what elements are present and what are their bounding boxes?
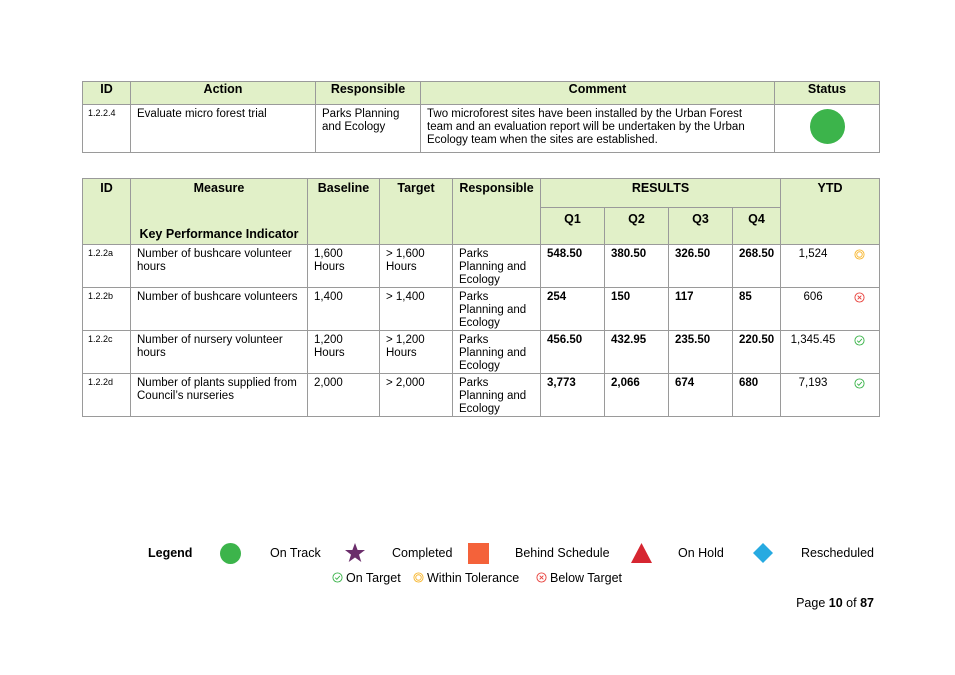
row-q2: 2,066 bbox=[605, 374, 669, 417]
row-q4: 85 bbox=[733, 288, 781, 331]
row-q4: 268.50 bbox=[733, 245, 781, 288]
row-id: 1.2.2d bbox=[83, 374, 131, 417]
row-target: > 1,600 Hours bbox=[380, 245, 453, 288]
header-comment: Comment bbox=[421, 82, 775, 105]
row-q1: 3,773 bbox=[541, 374, 605, 417]
header-ytd: YTD bbox=[781, 179, 880, 245]
row-measure: Number of plants supplied from Council’s nurseries bbox=[131, 374, 308, 417]
orange-square-icon bbox=[468, 543, 489, 564]
table-row bbox=[83, 245, 880, 288]
page-total: 87 bbox=[860, 596, 874, 610]
row-q2: 380.50 bbox=[605, 245, 669, 288]
legend-on-target: On Target bbox=[346, 571, 401, 585]
row-q3: 674 bbox=[669, 374, 733, 417]
row-baseline: 1,600 Hours bbox=[308, 245, 380, 288]
legend-on-hold: On Hold bbox=[678, 546, 724, 560]
header-responsible: Responsible bbox=[316, 82, 421, 105]
header-responsible: Responsible bbox=[453, 179, 541, 245]
row-action: Evaluate micro forest trial bbox=[131, 105, 316, 153]
ytd-value: 7,193 bbox=[798, 377, 828, 389]
row-ytd bbox=[781, 331, 880, 374]
ytd-value: 1,345.45 bbox=[790, 334, 836, 346]
header-target: Target bbox=[380, 179, 453, 245]
ytd-value: 606 bbox=[803, 291, 823, 303]
row-target: > 1,400 bbox=[380, 288, 453, 331]
row-responsible: Parks Planning and Ecology bbox=[316, 105, 421, 153]
row-q1: 548.50 bbox=[541, 245, 605, 288]
header-status: Status bbox=[775, 82, 880, 105]
row-status bbox=[775, 105, 880, 153]
red-triangle-icon bbox=[630, 542, 653, 564]
row-baseline: 2,000 bbox=[308, 374, 380, 417]
row-q3: 326.50 bbox=[669, 245, 733, 288]
purple-star-icon bbox=[344, 542, 366, 564]
table-row bbox=[83, 331, 880, 374]
header-q2: Q2 bbox=[605, 208, 669, 245]
row-q2: 432.95 bbox=[605, 331, 669, 374]
legend-on-track: On Track bbox=[270, 546, 321, 560]
row-baseline: 1,400 bbox=[308, 288, 380, 331]
legend-rescheduled: Rescheduled bbox=[801, 546, 874, 560]
row-ytd bbox=[781, 288, 880, 331]
below-target-icon bbox=[854, 292, 865, 303]
table-row bbox=[83, 374, 880, 417]
row-q4: 220.50 bbox=[733, 331, 781, 374]
row-id: 1.2.2b bbox=[83, 288, 131, 331]
page-prefix: Page bbox=[796, 596, 826, 610]
legend-within-tolerance: Within Tolerance bbox=[427, 571, 520, 585]
row-responsible: Parks Planning and Ecology bbox=[453, 288, 541, 331]
within-tolerance-icon bbox=[854, 249, 865, 260]
row-q4: 680 bbox=[733, 374, 781, 417]
action-table bbox=[82, 81, 880, 153]
on-target-icon bbox=[332, 572, 343, 583]
row-target: > 1,200 Hours bbox=[380, 331, 453, 374]
legend-behind-schedule: Behind Schedule bbox=[515, 546, 610, 560]
row-target: > 2,000 bbox=[380, 374, 453, 417]
header-baseline: Baseline bbox=[308, 179, 380, 245]
row-measure: Number of bushcare volunteer hours bbox=[131, 245, 308, 288]
header-q1: Q1 bbox=[541, 208, 605, 245]
blue-diamond-icon bbox=[752, 542, 774, 564]
table-row bbox=[83, 288, 880, 331]
page-of: of bbox=[846, 596, 857, 610]
legend-title: Legend bbox=[148, 546, 193, 560]
row-q2: 150 bbox=[605, 288, 669, 331]
header-q4: Q4 bbox=[733, 208, 781, 245]
header-q3: Q3 bbox=[669, 208, 733, 245]
legend-below-target: Below Target bbox=[550, 571, 623, 585]
header-results: RESULTS bbox=[541, 179, 781, 208]
on-target-icon bbox=[854, 378, 865, 389]
row-ytd bbox=[781, 374, 880, 417]
row-q3: 117 bbox=[669, 288, 733, 331]
row-q1: 456.50 bbox=[541, 331, 605, 374]
header-action: Action bbox=[131, 82, 316, 105]
on-target-icon bbox=[854, 335, 865, 346]
row-responsible: Parks Planning and Ecology bbox=[453, 245, 541, 288]
row-comment: Two microforest sites have been installed by the Urban Forest team and an evaluation report will be undertaken by the Urban Ecology team when the sites are established. bbox=[421, 105, 775, 153]
row-responsible: Parks Planning and Ecology bbox=[453, 374, 541, 417]
header-id: ID bbox=[83, 82, 131, 105]
row-q1: 254 bbox=[541, 288, 605, 331]
page-current: 10 bbox=[828, 596, 843, 610]
within-tolerance-icon bbox=[413, 572, 424, 583]
row-id: 1.2.2c bbox=[83, 331, 131, 374]
header-measure: Measure bbox=[131, 179, 308, 208]
green-circle-icon bbox=[220, 543, 241, 564]
kpi-table bbox=[82, 178, 880, 417]
legend-completed: Completed bbox=[392, 546, 453, 560]
row-measure: Number of bushcare volunteers bbox=[131, 288, 308, 331]
row-id: 1.2.2a bbox=[83, 245, 131, 288]
row-measure: Number of nursery volunteer hours bbox=[131, 331, 308, 374]
page-number bbox=[796, 596, 874, 610]
header-kpi: Key Performance Indicator bbox=[131, 208, 308, 245]
row-id: 1.2.2.4 bbox=[83, 105, 131, 153]
header-id: ID bbox=[83, 179, 131, 245]
ytd-value: 1,524 bbox=[798, 248, 828, 260]
row-q3: 235.50 bbox=[669, 331, 733, 374]
row-baseline: 1,200 Hours bbox=[308, 331, 380, 374]
below-target-icon bbox=[536, 572, 547, 583]
table-row bbox=[83, 105, 880, 153]
row-responsible: Parks Planning and Ecology bbox=[453, 331, 541, 374]
row-ytd bbox=[781, 245, 880, 288]
green-circle-icon bbox=[810, 109, 845, 144]
